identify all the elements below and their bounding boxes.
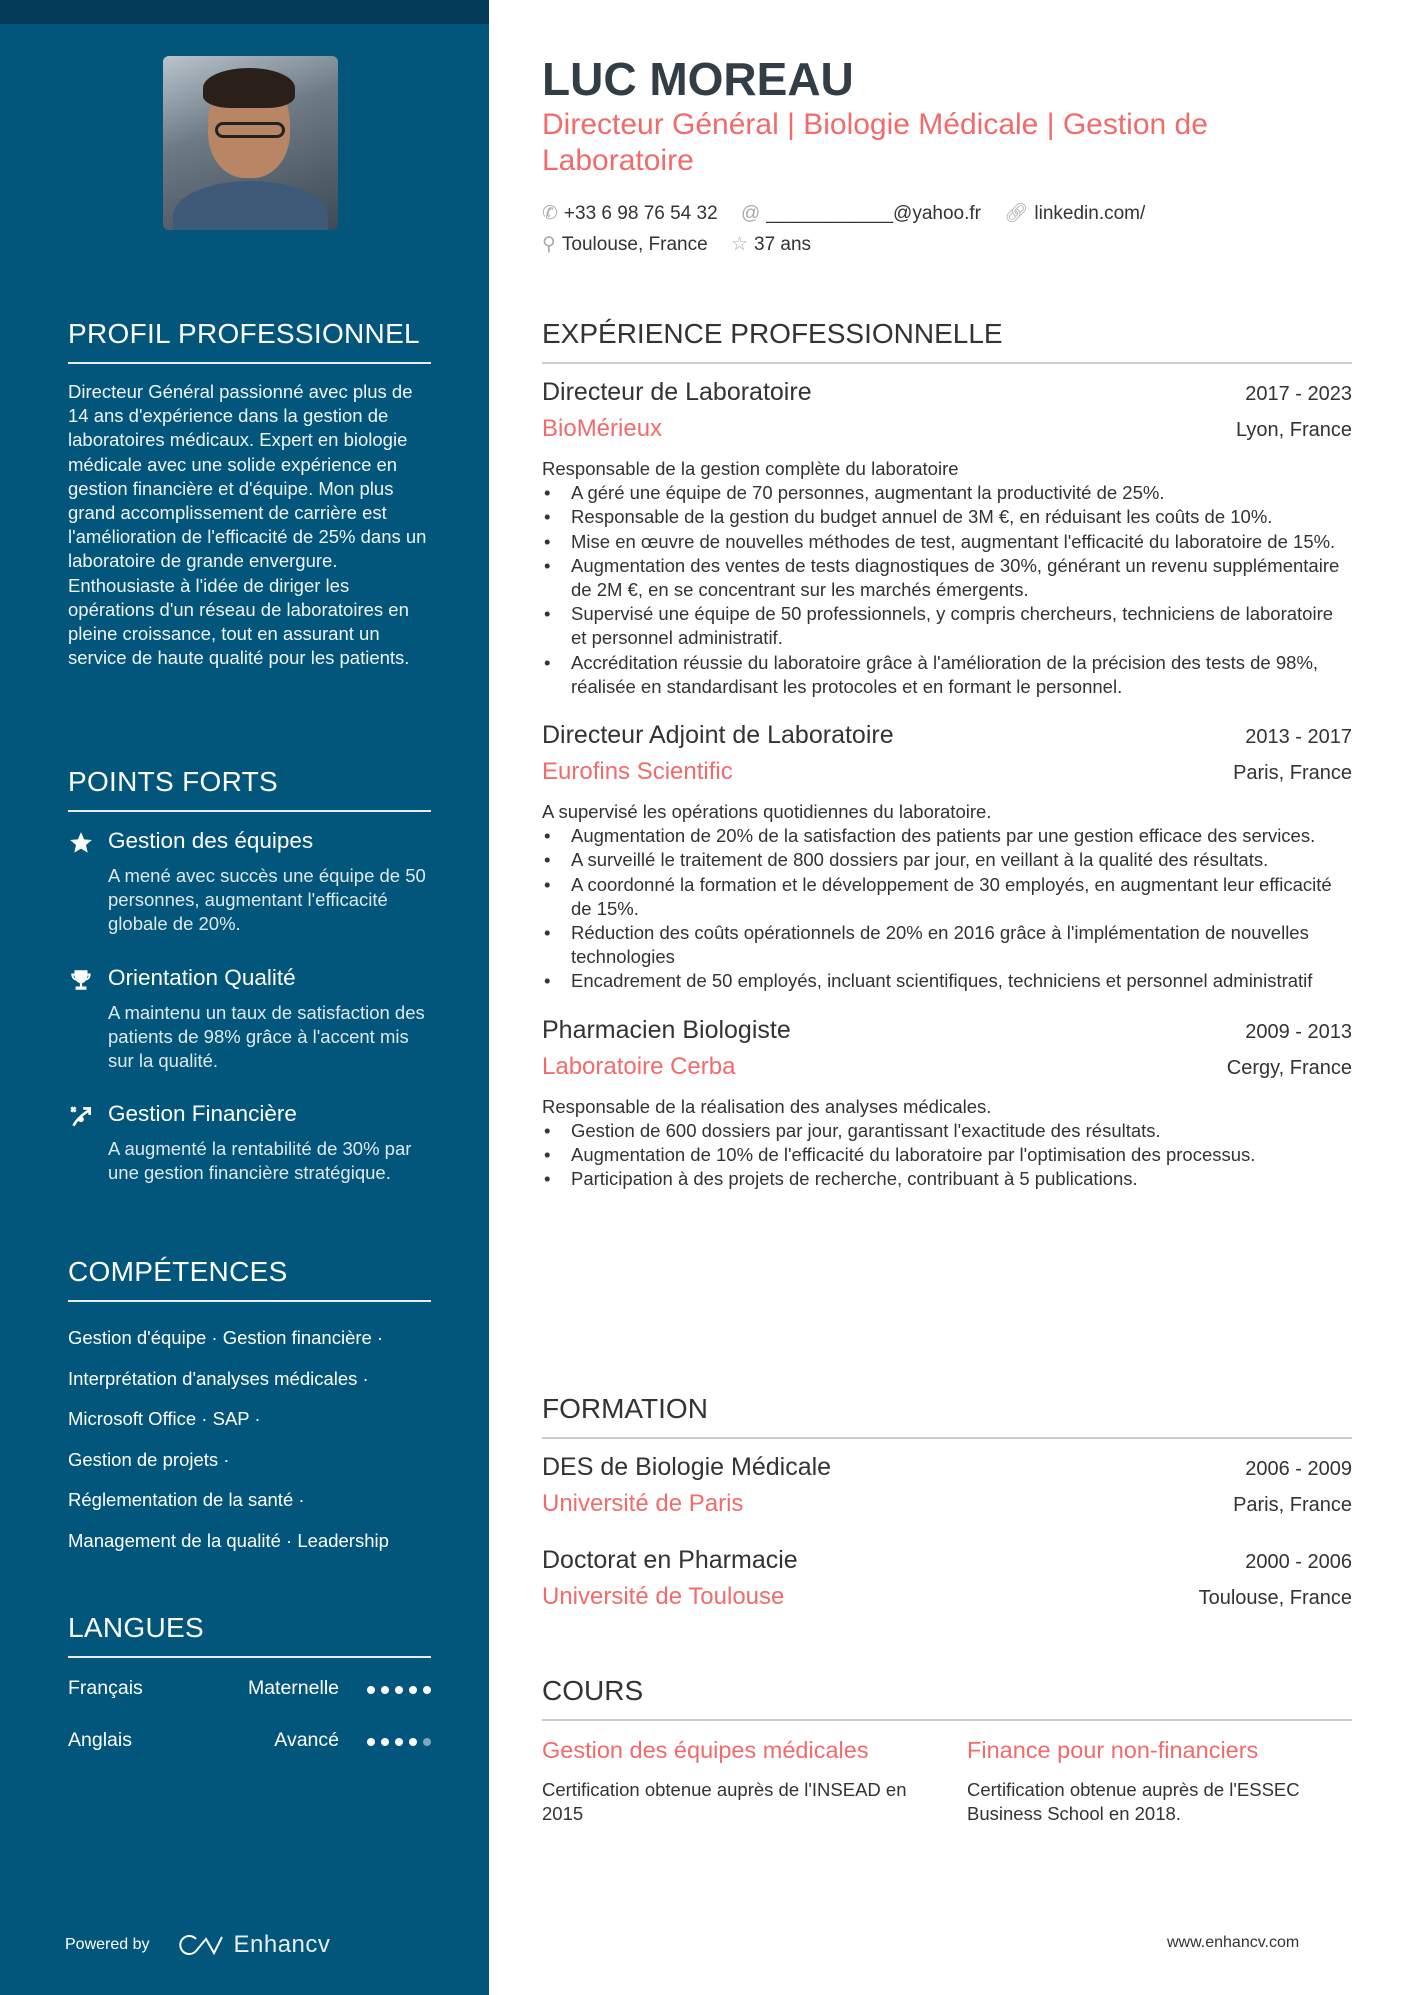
job-bullet: • Encadrement de 50 employés, incluant scientifiques, techniciens et personnel administratif <box>542 969 1352 993</box>
job-bullet: • Augmentation de 10% de l'efficacité du laboratoire par l'optimisation des processus. <box>542 1143 1352 1167</box>
job-title: Pharmacien Biologiste <box>542 1015 791 1044</box>
languages-section <box>68 1612 431 1766</box>
website-link[interactable]: www.enhancv.com <box>1167 1934 1300 1951</box>
job-bullet: • A surveillé le traitement de 800 dossiers par jour, en veillant à la qualité des résultats. <box>542 848 1352 872</box>
job-bullet: • Participation à des projets de recherche, contribuant à 5 publications. <box>542 1167 1352 1191</box>
section-heading: PROFIL PROFESSIONNEL <box>68 318 431 364</box>
job-description: Responsable de la réalisation des analyses médicales. <box>542 1095 992 1117</box>
strength-item <box>68 1101 431 1185</box>
job-description: Responsable de la gestion complète du laboratoire <box>542 458 959 479</box>
job-bullet: • Augmentation de 20% de la satisfaction des patients par une gestion efficace des services. <box>542 824 1352 848</box>
experience-section <box>542 318 1352 1213</box>
strength-item <box>68 965 431 1074</box>
skill-line: Microsoft Office · SAP · <box>68 1408 261 1430</box>
section-heading: FORMATION <box>542 1393 1352 1439</box>
degree: Doctorat en Pharmacie <box>542 1546 798 1574</box>
profile-photo <box>163 56 338 230</box>
job-location: Lyon, France <box>1236 419 1352 441</box>
skill-line: Réglementation de la santé · <box>68 1489 305 1511</box>
job-dates: 2013 - 2017 <box>1245 726 1352 749</box>
enhancv-logo-icon <box>178 1933 224 1957</box>
company: Eurofins Scientific <box>542 758 733 786</box>
language-name: Français <box>68 1676 143 1699</box>
skill-line: Management de la qualité · Leadership <box>68 1529 389 1551</box>
section-heading: LANGUES <box>68 1612 431 1658</box>
job-dates: 2009 - 2013 <box>1245 1020 1352 1043</box>
job-dates: 2017 - 2023 <box>1245 383 1352 405</box>
job-bullet: • Responsable de la gestion du budget annuel de 3M €, en réduisant les coûts de 10%. <box>542 505 1352 529</box>
location: ⚲ Toulouse, France <box>542 234 708 255</box>
job-bullet: • Augmentation des ventes de tests diagnostiques de 30%, générant un revenu supplémentaire de 2M €, en se concentrant sur les marchés émergents. <box>542 554 1352 602</box>
skills-section <box>68 1256 431 1562</box>
phone-icon: ✆ <box>542 203 558 224</box>
skills-list <box>68 1318 431 1562</box>
candidate-title: Directeur Général | Biologie Médicale | Gestion de Laboratoire <box>542 108 1208 177</box>
job-item <box>542 721 1352 994</box>
skill-line: Gestion d'équipe · Gestion financière · <box>68 1327 384 1348</box>
job-location: Paris, France <box>1233 762 1352 785</box>
dates: 2000 - 2006 <box>1245 1551 1352 1573</box>
job-location: Cergy, France <box>1226 1056 1352 1079</box>
course-title: Gestion des équipes médicales <box>542 1737 869 1763</box>
education-item <box>542 1453 1352 1518</box>
profile-section <box>68 318 431 670</box>
job-item <box>542 378 1352 699</box>
course-item <box>967 1737 1352 1826</box>
strength-title: Gestion des équipes <box>108 828 314 853</box>
language-item <box>68 1662 431 1714</box>
phone: ✆ +33 6 98 76 54 32 <box>542 203 718 224</box>
strength-item <box>68 828 431 937</box>
language-name: Anglais <box>68 1728 132 1751</box>
location-pin-icon: ⚲ <box>542 234 556 255</box>
location: Paris, France <box>1233 1494 1352 1516</box>
dates: 2006 - 2009 <box>1245 1458 1352 1480</box>
star-icon <box>68 830 94 856</box>
job-bullet: • A coordonné la formation et le développement de 30 employés, en augmentant leur efficacité de 15%. <box>542 873 1352 921</box>
star-outline-icon: ☆ <box>730 234 748 255</box>
job-bullet: • Mise en œuvre de nouvelles méthodes de test, augmentant l'efficacité du laboratoire de 15%. <box>542 530 1352 554</box>
section-heading: POINTS FORTS <box>68 766 431 812</box>
link-icon: 🔗︎ <box>1004 203 1029 224</box>
company: Laboratoire Cerba <box>542 1052 736 1080</box>
strength-text: A augmenté la rentabilité de 30% par une gestion financière stratégique. <box>108 1138 412 1184</box>
degree: DES de Biologie Médicale <box>542 1453 832 1481</box>
job-bullets <box>542 1119 1352 1192</box>
skill-line: Interprétation d'analyses médicales · <box>68 1367 369 1389</box>
linkedin[interactable]: 🔗︎ linkedin.com/ <box>1004 203 1146 224</box>
job-bullet: • Supervisé une équipe de 50 professionnels, y compris chercheurs, techniciens de laboratoire et personnel administratif. <box>542 602 1352 650</box>
candidate-name: LUC MOREAU <box>542 53 854 105</box>
school: Université de Paris <box>542 1490 744 1517</box>
job-bullets <box>542 481 1352 699</box>
contact-info <box>542 198 1352 260</box>
education-section <box>542 1393 1352 1633</box>
powered-by-label: Powered by <box>65 1936 150 1953</box>
powered-by <box>65 1931 330 1959</box>
job-bullet: • A géré une équipe de 70 personnes, augmentant la productivité de 25%. <box>542 481 1352 505</box>
email[interactable]: @ ____________@yahoo.fr <box>740 203 981 224</box>
courses-section <box>542 1675 1352 1826</box>
strength-title: Gestion Financière <box>108 1101 297 1127</box>
section-heading: COURS <box>542 1675 1352 1721</box>
location: Toulouse, France <box>1198 1587 1352 1609</box>
job-title: Directeur Adjoint de Laboratoire <box>542 721 894 750</box>
strength-text: A mené avec succès une équipe de 50 personnes, augmentant l'efficacité globale de 20%. <box>108 865 426 935</box>
section-heading: EXPÉRIENCE PROFESSIONNELLE <box>542 318 1352 364</box>
job-item <box>542 1016 1352 1192</box>
brand-name: Enhancv <box>233 1931 331 1958</box>
age: ☆ 37 ans <box>730 234 812 255</box>
strength-title: Orientation Qualité <box>108 964 296 990</box>
course-text: Certification obtenue auprès de l'ESSEC Business School en 2018. <box>967 1779 1300 1825</box>
course-title: Finance pour non-financiers <box>967 1737 1259 1763</box>
language-item <box>68 1714 431 1766</box>
language-rating <box>361 1729 431 1752</box>
trophy-icon <box>68 967 94 993</box>
job-description: A supervisé les opérations quotidiennes du laboratoire. <box>542 801 992 823</box>
strengths-section <box>68 766 431 1214</box>
language-rating <box>361 1677 431 1700</box>
profile-text: Directeur Général passionné avec plus de 14 ans d'expérience dans la gestion de laboratoires médicaux. Expert en biologie médicale avec une solide expérience en gestion financière et d'équipe. Mon plus grand accomplissement de carrière est l'amélioration de l'efficacité de 25% dans un laboratoire de grande envergure. Enthousiaste à l'idée de diriger les opérations d'un réseau de laboratoires en pleine croissance, tout en assurant un service de haute qualité pour les patients. <box>68 381 427 669</box>
language-level: Maternelle <box>247 1676 339 1699</box>
course-item <box>542 1737 927 1826</box>
job-bullet: • Gestion de 600 dossiers par jour, garantissant l'exactitude des résultats. <box>542 1119 1352 1143</box>
school: Université de Toulouse <box>542 1583 785 1610</box>
language-level: Avancé <box>274 1728 339 1751</box>
skill-line: Gestion de projets · <box>68 1448 230 1470</box>
strategy-icon <box>68 1103 94 1129</box>
course-text: Certification obtenue auprès de l'INSEAD en 2015 <box>542 1779 907 1825</box>
job-bullet: • Accréditation réussie du laboratoire grâce à l'amélioration de la précision des tests de 98%, réalisée en standardisant les protocoles et en formant le personnel. <box>542 651 1352 699</box>
sidebar <box>0 0 489 1995</box>
job-bullet: • Réduction des coûts opérationnels de 20% en 2016 grâce à l'implémentation de nouvelles technologies <box>542 921 1352 969</box>
section-heading: COMPÉTENCES <box>68 1256 431 1302</box>
job-bullets <box>542 824 1352 993</box>
job-title: Directeur de Laboratoire <box>542 378 812 406</box>
at-icon: @ <box>740 203 761 224</box>
education-item <box>542 1546 1352 1611</box>
top-strip <box>0 0 489 24</box>
company: BioMérieux <box>542 415 663 442</box>
strength-text: A maintenu un taux de satisfaction des patients de 98% grâce à l'accent mis sur la qualité. <box>108 1001 425 1072</box>
